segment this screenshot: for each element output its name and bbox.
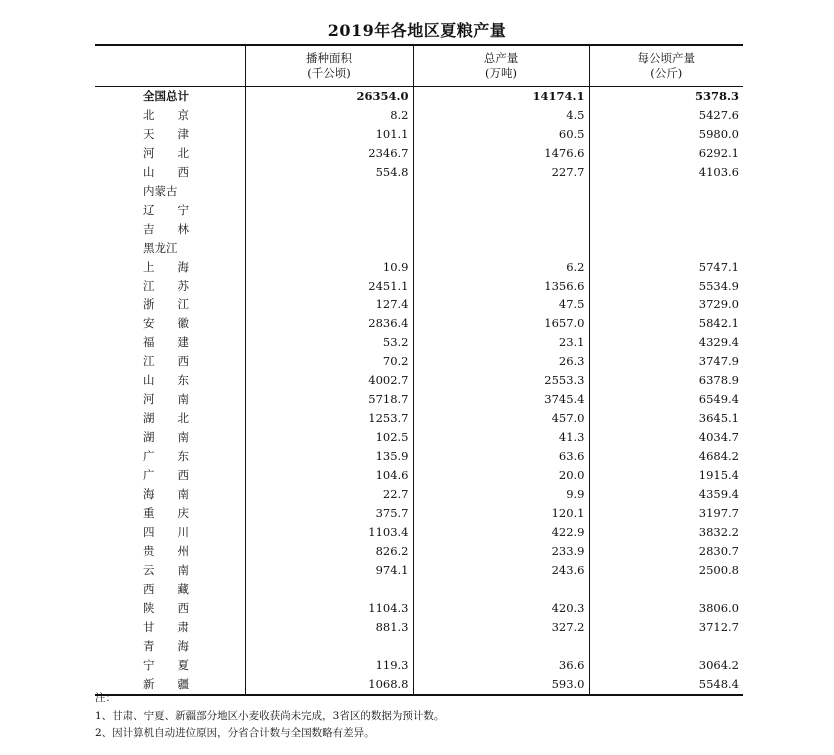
region-name-text: 广 东 [143, 449, 189, 464]
total-output-value: 26.3 [413, 352, 589, 371]
sown-area-value [245, 239, 413, 258]
table-row [95, 144, 743, 163]
total-output-value: 327.2 [413, 618, 589, 637]
total-output-value [413, 182, 589, 201]
yield-value: 3197.7 [589, 504, 743, 523]
region-name-text: 陕 西 [143, 600, 189, 615]
table-row [95, 182, 743, 201]
sown-area-value: 826.2 [245, 542, 413, 561]
total-output-value: 4.5 [413, 106, 589, 125]
header-sown-area-label: 播种面积 [306, 51, 352, 65]
table-row [95, 656, 743, 675]
table-row [95, 125, 743, 144]
region-name [95, 144, 245, 163]
yield-value: 4359.4 [589, 485, 743, 504]
yield-value: 5548.4 [589, 675, 743, 695]
total-output-value: 593.0 [413, 675, 589, 695]
region-name [95, 277, 245, 296]
sown-area-value: 127.4 [245, 295, 413, 314]
yield-value: 3747.9 [589, 352, 743, 371]
yield-value: 3712.7 [589, 618, 743, 637]
table-row [95, 428, 743, 447]
total-output-value: 20.0 [413, 466, 589, 485]
region-name [95, 239, 245, 258]
table-row [95, 542, 743, 561]
region-name-text: 湖 南 [143, 430, 189, 445]
sown-area-value: 104.6 [245, 466, 413, 485]
yield-value [589, 182, 743, 201]
region-name [95, 201, 245, 220]
region-name-text: 江 苏 [143, 278, 189, 293]
footnotes [95, 690, 444, 743]
table-row [95, 106, 743, 125]
sown-area-value: 974.1 [245, 561, 413, 580]
sown-area-value: 4002.7 [245, 371, 413, 390]
region-name-text: 福 建 [143, 335, 189, 350]
sown-area-value: 26354.0 [245, 87, 413, 106]
yield-value: 3806.0 [589, 599, 743, 618]
region-name [95, 542, 245, 561]
table-row [95, 295, 743, 314]
total-output-value [413, 220, 589, 239]
region-name-text: 河 北 [143, 145, 189, 160]
yield-value: 6292.1 [589, 144, 743, 163]
sown-area-value: 102.5 [245, 428, 413, 447]
region-name [95, 87, 245, 106]
yield-value [589, 637, 743, 656]
yield-value: 2500.8 [589, 561, 743, 580]
region-name [95, 618, 245, 637]
sown-area-value: 5718.7 [245, 390, 413, 409]
table-body [95, 87, 743, 695]
total-output-value: 36.6 [413, 656, 589, 675]
header-sown-area-unit: (千公顷) [307, 66, 351, 80]
sown-area-value: 881.3 [245, 618, 413, 637]
region-name-text: 全国总计 [143, 89, 189, 103]
sown-area-value: 10.9 [245, 258, 413, 277]
region-name [95, 637, 245, 656]
yield-value: 3832.2 [589, 523, 743, 542]
table-row [95, 523, 743, 542]
sown-area-value [245, 182, 413, 201]
total-output-value: 23.1 [413, 333, 589, 352]
region-name [95, 561, 245, 580]
sown-area-value: 1104.3 [245, 599, 413, 618]
yield-value: 5980.0 [589, 125, 743, 144]
total-output-value: 1476.6 [413, 144, 589, 163]
table-row [95, 485, 743, 504]
sown-area-value: 135.9 [245, 447, 413, 466]
region-name-text: 新 疆 [143, 676, 189, 691]
sown-area-value: 375.7 [245, 504, 413, 523]
yield-value: 4103.6 [589, 163, 743, 182]
region-name-text: 北 京 [143, 107, 189, 122]
total-output-value [413, 239, 589, 258]
yield-value: 5534.9 [589, 277, 743, 296]
yield-value [589, 580, 743, 599]
region-name-text: 甘 肃 [143, 619, 189, 634]
region-name-text: 贵 州 [143, 543, 189, 558]
region-name-text: 青 海 [143, 638, 189, 653]
region-name-text: 浙 江 [143, 297, 189, 312]
region-name-text: 天 津 [143, 126, 189, 141]
region-name-text: 吉 林 [143, 221, 189, 236]
total-output-value: 41.3 [413, 428, 589, 447]
region-name-text: 重 庆 [143, 505, 189, 520]
yield-value: 5842.1 [589, 314, 743, 333]
yield-value: 3645.1 [589, 409, 743, 428]
region-name [95, 352, 245, 371]
region-name-text: 上 海 [143, 259, 189, 274]
total-output-value: 457.0 [413, 409, 589, 428]
total-output-value: 227.7 [413, 163, 589, 182]
total-output-value: 3745.4 [413, 390, 589, 409]
region-name-text: 江 西 [143, 354, 189, 369]
total-output-value: 420.3 [413, 599, 589, 618]
table-row [95, 599, 743, 618]
region-name [95, 125, 245, 144]
sown-area-value: 2451.1 [245, 277, 413, 296]
yield-value: 6378.9 [589, 371, 743, 390]
region-name [95, 295, 245, 314]
yield-value: 4684.2 [589, 447, 743, 466]
header-yield-label: 每公顷产量 [637, 51, 695, 65]
table-row [95, 390, 743, 409]
sown-area-value: 2346.7 [245, 144, 413, 163]
region-name [95, 580, 245, 599]
sown-area-value: 8.2 [245, 106, 413, 125]
total-output-value: 233.9 [413, 542, 589, 561]
total-output-value [413, 637, 589, 656]
header-row [95, 45, 743, 87]
yield-value: 4034.7 [589, 428, 743, 447]
table-row [95, 258, 743, 277]
table-row [95, 504, 743, 523]
total-output-value: 14174.1 [413, 87, 589, 106]
total-output-value: 47.5 [413, 295, 589, 314]
region-name [95, 106, 245, 125]
table-title: 2019年各地区夏粮产量 [327, 21, 507, 40]
region-name [95, 182, 245, 201]
yield-value: 5747.1 [589, 258, 743, 277]
total-output-value: 9.9 [413, 485, 589, 504]
total-output-value: 120.1 [413, 504, 589, 523]
yield-value: 4329.4 [589, 333, 743, 352]
summer-grain-table [95, 44, 743, 696]
sown-area-value: 1253.7 [245, 409, 413, 428]
table-row [95, 314, 743, 333]
footnote-heading: 注： [95, 692, 116, 704]
yield-value: 3064.2 [589, 656, 743, 675]
table-row-total [95, 87, 743, 106]
header-total-output-unit: (万吨) [485, 66, 517, 80]
sown-area-value: 1068.8 [245, 675, 413, 695]
region-name [95, 485, 245, 504]
region-name [95, 409, 245, 428]
sown-area-value: 2836.4 [245, 314, 413, 333]
region-name-text: 河 南 [143, 392, 189, 407]
sown-area-value: 101.1 [245, 125, 413, 144]
region-name [95, 258, 245, 277]
table-row [95, 447, 743, 466]
table-row [95, 277, 743, 296]
total-output-value: 1356.6 [413, 277, 589, 296]
region-name-text: 海 南 [143, 487, 189, 502]
region-name-text: 黑龙江 [143, 240, 178, 255]
region-name [95, 371, 245, 390]
region-name [95, 656, 245, 675]
sown-area-value: 554.8 [245, 163, 413, 182]
sown-area-value [245, 220, 413, 239]
sown-area-value [245, 580, 413, 599]
table-row [95, 163, 743, 182]
yield-value [589, 239, 743, 258]
total-output-value: 1657.0 [413, 314, 589, 333]
total-output-value: 422.9 [413, 523, 589, 542]
table-row [95, 201, 743, 220]
sown-area-value: 119.3 [245, 656, 413, 675]
table-row [95, 580, 743, 599]
region-name [95, 428, 245, 447]
region-name [95, 163, 245, 182]
region-name [95, 599, 245, 618]
region-name-text: 广 西 [143, 468, 189, 483]
total-output-value [413, 580, 589, 599]
table-row [95, 371, 743, 390]
footnote-1: 1、甘肃、宁夏、新疆部分地区小麦收获尚未完成，3省区的数据为预计数。 [95, 709, 445, 722]
header-yield [589, 45, 743, 87]
table-row [95, 333, 743, 352]
sown-area-value [245, 201, 413, 220]
region-name [95, 466, 245, 485]
total-output-value: 63.6 [413, 447, 589, 466]
sown-area-value: 1103.4 [245, 523, 413, 542]
yield-value: 2830.7 [589, 542, 743, 561]
region-name-text: 四 川 [143, 524, 189, 539]
table-row [95, 409, 743, 428]
sown-area-value: 70.2 [245, 352, 413, 371]
table-row [95, 637, 743, 656]
header-total-output-label: 总产量 [483, 51, 519, 65]
header-region [95, 45, 245, 87]
sown-area-value: 53.2 [245, 333, 413, 352]
table-row [95, 561, 743, 580]
table-row [95, 352, 743, 371]
region-name-text: 云 南 [143, 562, 189, 577]
region-name-text: 湖 北 [143, 411, 189, 426]
region-name-text: 宁 夏 [143, 657, 189, 672]
sown-area-value [245, 637, 413, 656]
region-name [95, 333, 245, 352]
yield-value [589, 220, 743, 239]
region-name-text: 内蒙古 [143, 183, 178, 198]
table-row [95, 239, 743, 258]
region-name-text: 山 东 [143, 373, 189, 388]
total-output-value [413, 201, 589, 220]
region-name [95, 220, 245, 239]
total-output-value: 60.5 [413, 125, 589, 144]
region-name [95, 447, 245, 466]
region-name-text: 辽 宁 [143, 202, 189, 217]
header-sown-area [245, 45, 413, 87]
region-name-text: 西 藏 [143, 581, 189, 596]
region-name [95, 314, 245, 333]
region-name [95, 504, 245, 523]
yield-value: 3729.0 [589, 295, 743, 314]
header-total-output [413, 45, 589, 87]
yield-value [589, 201, 743, 220]
yield-value: 5427.6 [589, 106, 743, 125]
sown-area-value: 22.7 [245, 485, 413, 504]
region-name-text: 山 西 [143, 164, 189, 179]
yield-value: 6549.4 [589, 390, 743, 409]
table-row [95, 466, 743, 485]
region-name [95, 523, 245, 542]
total-output-value: 6.2 [413, 258, 589, 277]
region-name [95, 390, 245, 409]
footnote-2: 2、因计算机自动进位原因，分省合计数与全国数略有差异。 [95, 727, 375, 739]
table-row [95, 618, 743, 637]
yield-value: 5378.3 [589, 87, 743, 106]
region-name-text: 安 徽 [143, 316, 189, 331]
yield-value: 1915.4 [589, 466, 743, 485]
table-row [95, 220, 743, 239]
total-output-value: 2553.3 [413, 371, 589, 390]
header-yield-unit: (公斤) [650, 66, 683, 80]
total-output-value: 243.6 [413, 561, 589, 580]
